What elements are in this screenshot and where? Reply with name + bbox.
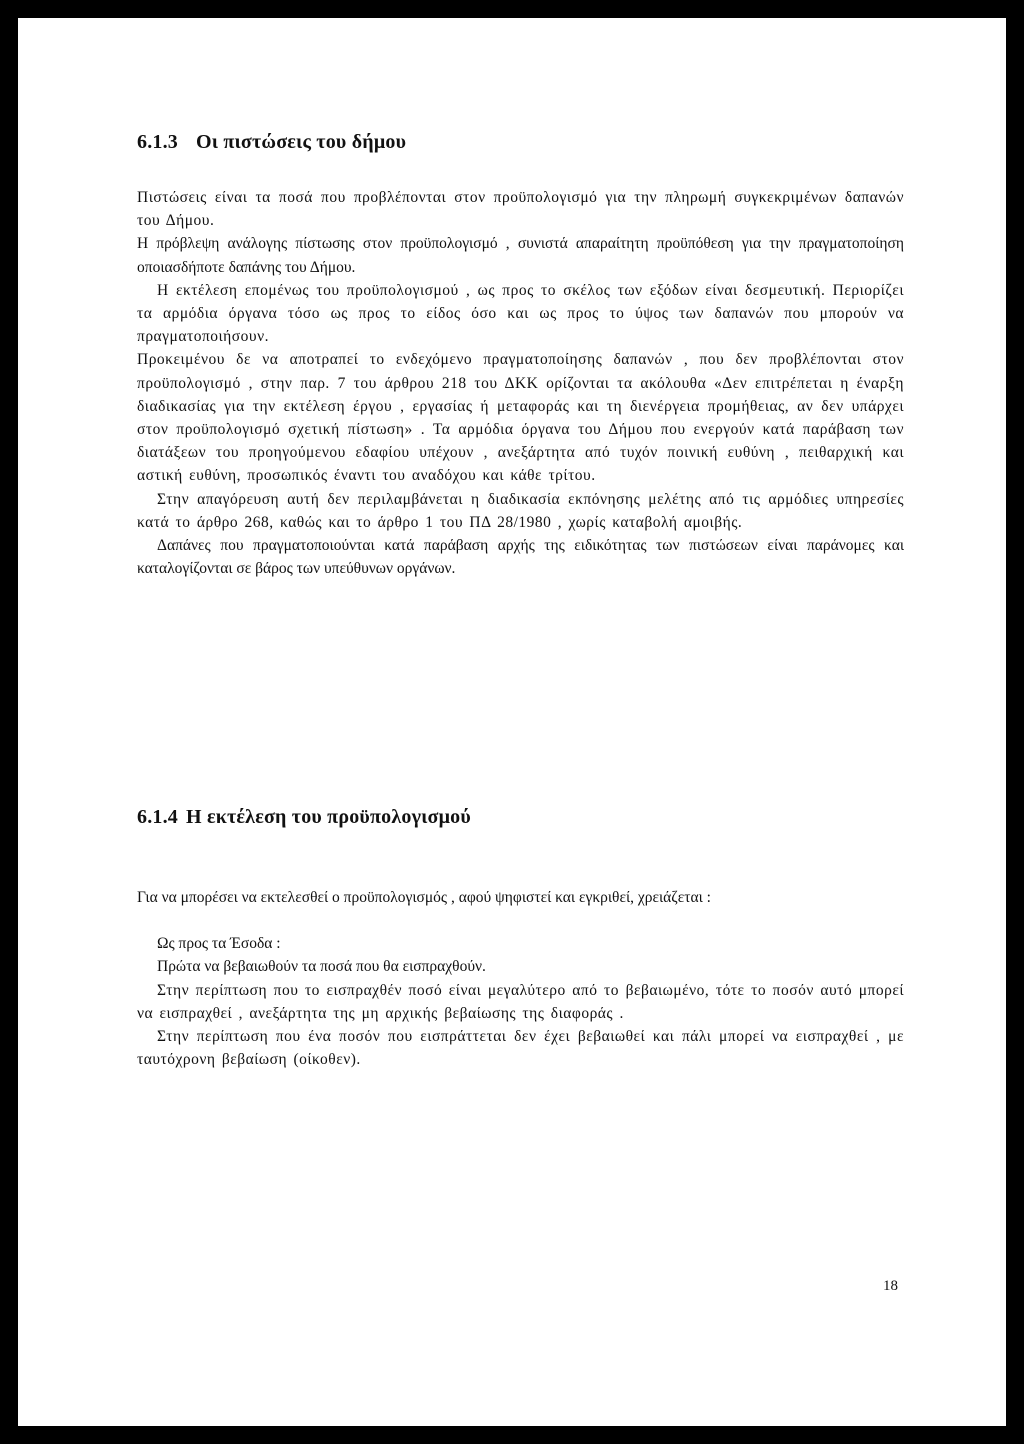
page-number: 18 [883, 1278, 898, 1294]
section-number: 6.1.3 [137, 131, 178, 153]
section-heading-6-1-3 [137, 131, 406, 154]
paragraph-article-218: Προκειμένου δε να αποτραπεί το ενδεχόμενο πραγματοποίησης δαπανών , που δεν προβλέπονται στον προϋπολογισμό , στην παρ. 7 του άρθρου 218 του ΔΚΚ ορίζονται τα ακόλουθα «Δεν επιτρέπεται η έναρξη διαδικασίας για την εκτέλεση έργου , εργασίας ή μεταφοράς και τη διενέργεια προμήθειας, αν δεν υπάρχει στον προϋπολογισμό σχετική πίστωση» . Τα αρμόδια όργανα του Δήμου που ενεργούν κατά παράβαση των διατάξεων του προηγούμενου εδαφίου υπέχουν , ανεξάρτητα από τυχόν ποινική ευθύνη , πειθαρχική και αστική ευθύνη, προσωπικός έναντι του αναδόχου και κάθε τρίτου. [137, 351, 904, 485]
section-title: Οι πιστώσεις του δήμου [196, 131, 407, 153]
section-title: Η εκτέλεση του προϋπολογισμού [186, 806, 471, 828]
paragraph-excess-collection: Στην περίπτωση που το εισπραχθέν ποσό είναι μεγαλύτερο από το βεβαιωμένο, τότε το ποσόν αυτό μπορεί να εισπραχθεί , ανεξάρτητα της μη αρχικής βεβαίωσης της διαφοράς . [137, 981, 904, 1022]
paragraph-credit-provision: Η πρόβλεψη ανάλογης πίστωσης στον προϋπολογισμό , συνιστά απαραίτητη προϋπόθεση για την πραγματοποίηση οποιασδήποτε δαπάνης του Δήμου. [137, 235, 904, 276]
paragraph-execution-intro: Για να μπορέσει να εκτελεσθεί ο προϋπολογισμός , αφού ψηφιστεί και εγκριθεί, χρειάζεται : [137, 889, 711, 906]
paragraph-credits-definition: Πιστώσεις είναι τα ποσά που προβλέπονται στον προϋπολογισμό για την πληρωμή συγκεκριμένων δαπανών του Δήμου. [137, 189, 904, 230]
subheading-revenue: Ως προς τα Έσοδα : [157, 935, 281, 953]
paragraph-confirm-amounts: Πρώτα να βεβαιωθούν τα ποσά που θα εισπραχθούν. [157, 958, 486, 976]
paragraph-budget-binding: Η εκτέλεση επομένως του προϋπολογισμού , ως προς το σκέλος των εξόδων είναι δεσμευτική. Περιορίζει τα αρμόδια όργανα τόσο ως προς το είδος όσο και ως προς το ύψος των δαπανών που μπορούν να πραγματοποιήσουν. [137, 281, 904, 346]
paragraph-unconfirmed-collection: Στην περίπτωση που ένα ποσόν που εισπράττεται δεν έχει βεβαιωθεί και πάλι μπορεί να εισπραχθεί , με ταυτόχρονη βεβαίωση (οίκοθεν). [137, 1028, 904, 1069]
blank-line [137, 909, 904, 932]
section-number: 6.1.4 [137, 806, 178, 828]
paragraph-exemption: Στην απαγόρευση αυτή δεν περιλαμβάνεται η διαδικασία εκπόνησης μελέτης από τις αρμόδιες υπηρεσίες κατά το άρθρο 268, καθώς και το άρθρο 1 του ΠΔ 28/1980 , χωρίς καταβολή αμοιβής. [137, 490, 904, 531]
section-body-credits [137, 186, 904, 580]
section-heading-6-1-4 [137, 806, 471, 829]
document-page [18, 18, 1006, 1426]
paragraph-illegal-expenses: Δαπάνες που πραγματοποιούνται κατά παράβαση αρχής της ειδικότητας των πιστώσεων είναι παράνομες και καταλογίζονται σε βάρος των υπεύθυνων οργάνων. [137, 537, 904, 578]
section-body-budget-execution [137, 886, 904, 1071]
